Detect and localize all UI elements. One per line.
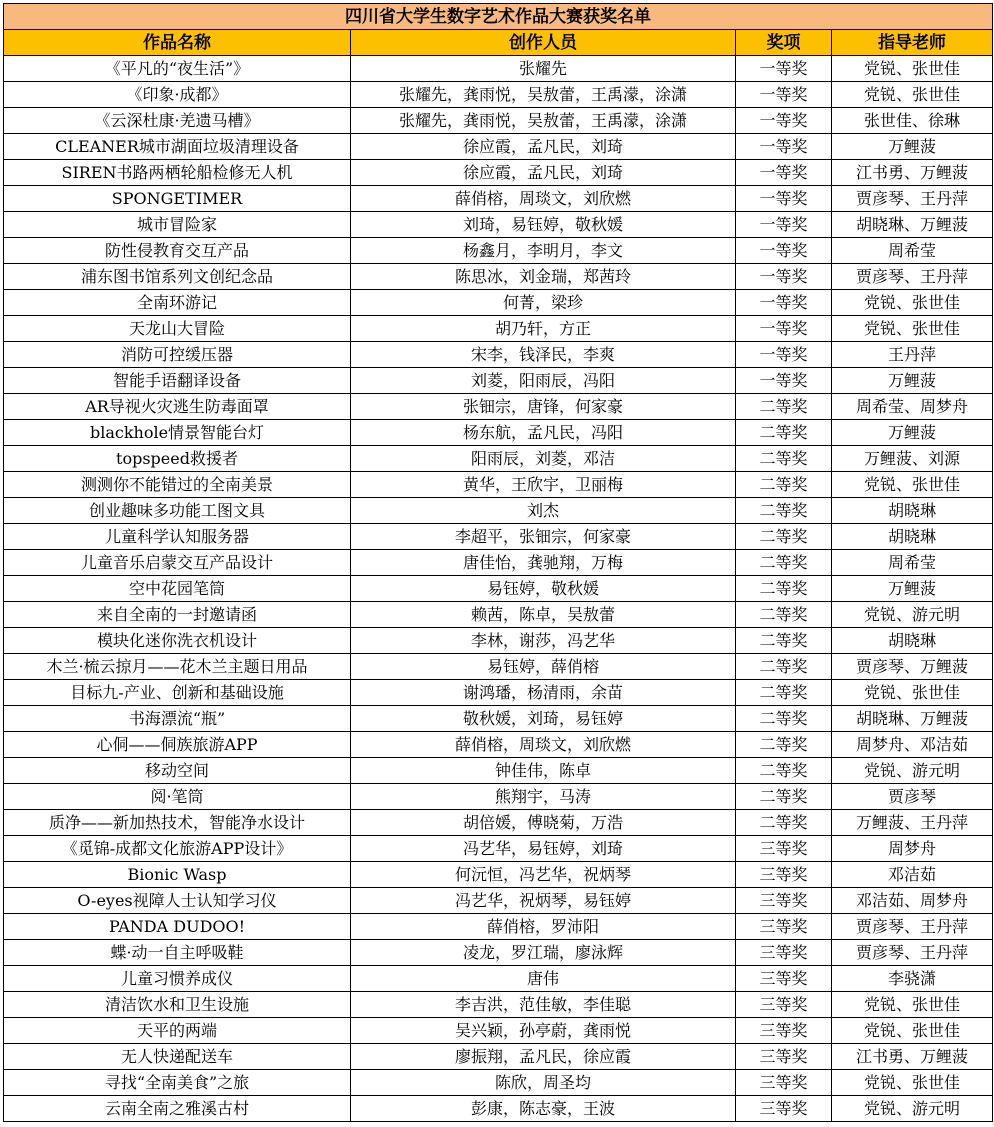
award-cell: 二等奖 (736, 446, 832, 472)
advisors-cell: 万鲤菠、王丹萍 (832, 810, 993, 836)
table-row (4, 56, 993, 82)
table-row (4, 420, 993, 446)
table-row (4, 992, 993, 1018)
table-row (4, 238, 993, 264)
work-name-cell: SPONGETIMER (4, 186, 351, 212)
work-name-cell: 阅·笔筒 (4, 784, 351, 810)
award-cell: 二等奖 (736, 524, 832, 550)
advisors-cell: 党锐、张世佳 (832, 316, 993, 342)
award-cell: 一等奖 (736, 108, 832, 134)
creators-cell: 刘菱，阳雨辰，冯阳 (351, 368, 736, 394)
table-row (4, 160, 993, 186)
advisors-cell: 党锐、张世佳 (832, 992, 993, 1018)
award-cell: 二等奖 (736, 576, 832, 602)
table-row (4, 498, 993, 524)
work-name-cell: 蝶·动一自主呼吸鞋 (4, 940, 351, 966)
award-cell: 三等奖 (736, 1096, 832, 1122)
advisors-cell: 党锐、游元明 (832, 758, 993, 784)
award-cell: 三等奖 (736, 1044, 832, 1070)
award-cell: 三等奖 (736, 966, 832, 992)
award-cell: 一等奖 (736, 160, 832, 186)
table-row (4, 1096, 993, 1122)
table-row (4, 602, 993, 628)
table-row (4, 264, 993, 290)
advisors-cell: 贾彦琴、王丹萍 (832, 940, 993, 966)
advisors-cell: 江书勇、万鲤菠 (832, 160, 993, 186)
table-row (4, 290, 993, 316)
award-cell: 三等奖 (736, 836, 832, 862)
creators-cell: 吴兴颖，孙亭蔚，龚雨悦 (351, 1018, 736, 1044)
table-row (4, 342, 993, 368)
advisors-cell: 胡晓琳、万鲤菠 (832, 212, 993, 238)
award-cell: 三等奖 (736, 992, 832, 1018)
creators-cell: 徐应霞，孟凡民，刘琦 (351, 160, 736, 186)
advisors-cell: 贾彦琴 (832, 784, 993, 810)
advisors-cell: 党锐、张世佳 (832, 82, 993, 108)
creators-cell: 陈欣，周圣均 (351, 1070, 736, 1096)
advisors-cell: 党锐、游元明 (832, 602, 993, 628)
creators-cell: 宋李，钱泽民，李爽 (351, 342, 736, 368)
award-cell: 三等奖 (736, 1018, 832, 1044)
creators-cell: 何沅恒，冯艺华，祝炳琴 (351, 862, 736, 888)
table-row (4, 472, 993, 498)
award-cell: 二等奖 (736, 810, 832, 836)
award-cell: 二等奖 (736, 550, 832, 576)
award-cell: 一等奖 (736, 368, 832, 394)
advisors-cell: 党锐、张世佳 (832, 472, 993, 498)
advisors-cell: 周希莹、周梦舟 (832, 394, 993, 420)
work-name-cell: 儿童习惯养成仪 (4, 966, 351, 992)
work-name-cell: 清洁饮水和卫生设施 (4, 992, 351, 1018)
creators-cell: 李林，谢莎，冯艺华 (351, 628, 736, 654)
advisors-cell: 万鲤菠 (832, 420, 993, 446)
advisors-cell: 党锐、游元明 (832, 1096, 993, 1122)
work-name-cell: 全南环游记 (4, 290, 351, 316)
award-cell: 二等奖 (736, 680, 832, 706)
award-cell: 三等奖 (736, 914, 832, 940)
creators-cell: 张钿宗，唐锋，何家豪 (351, 394, 736, 420)
creators-cell: 张耀先，龚雨悦，吴敖蕾，王禹濛，涂潇 (351, 82, 736, 108)
advisors-cell: 周希莹 (832, 238, 993, 264)
creators-cell: 赖茜，陈卓，吴敖蕾 (351, 602, 736, 628)
award-cell: 一等奖 (736, 342, 832, 368)
advisors-cell: 万鲤菠 (832, 134, 993, 160)
award-cell: 二等奖 (736, 732, 832, 758)
award-cell: 二等奖 (736, 784, 832, 810)
award-cell: 二等奖 (736, 654, 832, 680)
award-cell: 一等奖 (736, 82, 832, 108)
table-row (4, 862, 993, 888)
creators-cell: 薛俏榕，周琰文，刘欣燃 (351, 732, 736, 758)
work-name-cell: 目标九-产业、创新和基础设施 (4, 680, 351, 706)
award-cell: 一等奖 (736, 238, 832, 264)
work-name-cell: blackhole情景智能台灯 (4, 420, 351, 446)
creators-cell: 熊翔宇，马涛 (351, 784, 736, 810)
award-cell: 一等奖 (736, 212, 832, 238)
work-name-cell: 测测你不能错过的全南美景 (4, 472, 351, 498)
work-name-cell: 移动空间 (4, 758, 351, 784)
advisors-cell: 胡晓琳 (832, 498, 993, 524)
work-name-cell: 木兰·梳云掠月——花木兰主题日用品 (4, 654, 351, 680)
work-name-cell: 智能手语翻译设备 (4, 368, 351, 394)
award-cell: 一等奖 (736, 316, 832, 342)
advisors-cell: 王丹萍 (832, 342, 993, 368)
creators-cell: 唐佳怡，龚驰翔，万梅 (351, 550, 736, 576)
advisors-cell: 胡晓琳 (832, 628, 993, 654)
table-row (4, 316, 993, 342)
work-name-cell: 心侗——侗族旅游APP (4, 732, 351, 758)
table-row (4, 706, 993, 732)
table-row (4, 1018, 993, 1044)
creators-cell: 冯艺华，祝炳琴，易钰婷 (351, 888, 736, 914)
table-row (4, 212, 993, 238)
work-name-cell: SIREN书路两栖轮船检修无人机 (4, 160, 351, 186)
work-name-cell: 模块化迷你洗衣机设计 (4, 628, 351, 654)
table-row (4, 134, 993, 160)
creators-cell: 廖振翔，孟凡民，徐应霞 (351, 1044, 736, 1070)
advisors-cell: 李骁潇 (832, 966, 993, 992)
award-cell: 一等奖 (736, 290, 832, 316)
creators-cell: 唐伟 (351, 966, 736, 992)
header-work-name: 作品名称 (4, 30, 351, 56)
work-name-cell: 《云深杜康·羌遗马槽》 (4, 108, 351, 134)
work-name-cell: O-eyes视障人士认知学习仪 (4, 888, 351, 914)
award-cell: 二等奖 (736, 394, 832, 420)
table-row (4, 732, 993, 758)
creators-cell: 杨东航，孟凡民，冯阳 (351, 420, 736, 446)
work-name-cell: 无人快递配送车 (4, 1044, 351, 1070)
creators-cell: 薛俏榕，周琰文，刘欣燃 (351, 186, 736, 212)
work-name-cell: 浦东图书馆系列文创纪念品 (4, 264, 351, 290)
table-row (4, 576, 993, 602)
award-cell: 二等奖 (736, 602, 832, 628)
table-row (4, 368, 993, 394)
creators-cell: 何菁，梁珍 (351, 290, 736, 316)
award-list-table (3, 3, 993, 1122)
advisors-cell: 贾彦琴、万鲤菠 (832, 654, 993, 680)
creators-cell: 刘琦，易钰婷，敬秋媛 (351, 212, 736, 238)
work-name-cell: topspeed救援者 (4, 446, 351, 472)
award-cell: 三等奖 (736, 862, 832, 888)
advisors-cell: 胡晓琳、万鲤菠 (832, 706, 993, 732)
creators-cell: 黄华，王欣宇，卫丽梅 (351, 472, 736, 498)
table-row (4, 446, 993, 472)
table-row (4, 888, 993, 914)
table-body (4, 56, 993, 1122)
advisors-cell: 万鲤菠 (832, 576, 993, 602)
creators-cell: 杨鑫月，李明月，李文 (351, 238, 736, 264)
table-row (4, 758, 993, 784)
work-name-cell: 天龙山大冒险 (4, 316, 351, 342)
header-award: 奖项 (736, 30, 832, 56)
award-cell: 三等奖 (736, 1070, 832, 1096)
work-name-cell: AR导视火灾逃生防毒面罩 (4, 394, 351, 420)
work-name-cell: 创业趣味多功能工图文具 (4, 498, 351, 524)
table-row (4, 108, 993, 134)
table-row (4, 186, 993, 212)
award-cell: 一等奖 (736, 186, 832, 212)
work-name-cell: 天平的两端 (4, 1018, 351, 1044)
advisors-cell: 万鲤菠、刘源 (832, 446, 993, 472)
advisors-cell: 江书勇、万鲤菠 (832, 1044, 993, 1070)
table-row (4, 524, 993, 550)
award-cell: 一等奖 (736, 56, 832, 82)
work-name-cell: 书海漂流“瓶” (4, 706, 351, 732)
award-cell: 二等奖 (736, 758, 832, 784)
creators-cell: 刘杰 (351, 498, 736, 524)
table-row (4, 966, 993, 992)
work-name-cell: 空中花园笔筒 (4, 576, 351, 602)
creators-cell: 张耀先 (351, 56, 736, 82)
award-cell: 三等奖 (736, 888, 832, 914)
creators-cell: 钟佳伟，陈卓 (351, 758, 736, 784)
work-name-cell: Bionic Wasp (4, 862, 351, 888)
title-row (4, 4, 993, 30)
table-row (4, 836, 993, 862)
work-name-cell: 城市冒险家 (4, 212, 351, 238)
creators-cell: 彭康，陈志豪，王波 (351, 1096, 736, 1122)
work-name-cell: 质净——新加热技术，智能净水设计 (4, 810, 351, 836)
advisors-cell: 周希莹 (832, 550, 993, 576)
advisors-cell: 党锐、张世佳 (832, 1018, 993, 1044)
award-cell: 二等奖 (736, 628, 832, 654)
table-row (4, 784, 993, 810)
creators-cell: 徐应霞，孟凡民，刘琦 (351, 134, 736, 160)
creators-cell: 陈思冰，刘金瑞，郑茜玲 (351, 264, 736, 290)
creators-cell: 胡倍媛，傅晓菊，万浩 (351, 810, 736, 836)
advisors-cell: 万鲤菠 (832, 368, 993, 394)
creators-cell: 敬秋媛，刘琦，易钰婷 (351, 706, 736, 732)
work-name-cell: 儿童音乐启蒙交互产品设计 (4, 550, 351, 576)
creators-cell: 李吉洪，范佳敏，李佳聪 (351, 992, 736, 1018)
work-name-cell: 消防可控缓压器 (4, 342, 351, 368)
advisors-cell: 张世佳、徐琳 (832, 108, 993, 134)
table-row (4, 1070, 993, 1096)
advisors-cell: 党锐、张世佳 (832, 290, 993, 316)
table-row (4, 914, 993, 940)
advisors-cell: 党锐、张世佳 (832, 1070, 993, 1096)
advisors-cell: 胡晓琳 (832, 524, 993, 550)
award-cell: 一等奖 (736, 134, 832, 160)
work-name-cell: 《印象·成都》 (4, 82, 351, 108)
advisors-cell: 贾彦琴、王丹萍 (832, 914, 993, 940)
creators-cell: 张耀先，龚雨悦，吴敖蕾，王禹濛，涂潇 (351, 108, 736, 134)
creators-cell: 李超平，张钿宗，何家豪 (351, 524, 736, 550)
table-row (4, 82, 993, 108)
award-cell: 二等奖 (736, 498, 832, 524)
table-row (4, 810, 993, 836)
advisors-cell: 周梦舟、邓洁茹 (832, 732, 993, 758)
header-advisors: 指导老师 (832, 30, 993, 56)
advisors-cell: 周梦舟 (832, 836, 993, 862)
creators-cell: 冯艺华，易钰婷，刘琦 (351, 836, 736, 862)
creators-cell: 阳雨辰，刘菱，邓洁 (351, 446, 736, 472)
table-row (4, 394, 993, 420)
work-name-cell: CLEANER城市湖面垃圾清理设备 (4, 134, 351, 160)
table-row (4, 1044, 993, 1070)
creators-cell: 薛俏榕，罗沛阳 (351, 914, 736, 940)
creators-cell: 胡乃轩，方正 (351, 316, 736, 342)
work-name-cell: 来自全南的一封邀请函 (4, 602, 351, 628)
award-cell: 二等奖 (736, 472, 832, 498)
table-row (4, 654, 993, 680)
award-cell: 二等奖 (736, 420, 832, 446)
table-row (4, 940, 993, 966)
header-row (4, 30, 993, 56)
work-name-cell: 云南全南之雅溪古村 (4, 1096, 351, 1122)
award-cell: 一等奖 (736, 264, 832, 290)
work-name-cell: 儿童科学认知服务器 (4, 524, 351, 550)
advisors-cell: 邓洁茹 (832, 862, 993, 888)
work-name-cell: 《觅锦-成都文化旅游APP设计》 (4, 836, 351, 862)
table-row (4, 550, 993, 576)
table-row (4, 680, 993, 706)
advisors-cell: 贾彦琴、王丹萍 (832, 264, 993, 290)
award-cell: 二等奖 (736, 706, 832, 732)
creators-cell: 谢鸿璠，杨清雨，余苗 (351, 680, 736, 706)
advisors-cell: 贾彦琴、王丹萍 (832, 186, 993, 212)
advisors-cell: 党锐、张世佳 (832, 56, 993, 82)
work-name-cell: 防性侵教育交互产品 (4, 238, 351, 264)
award-cell: 三等奖 (736, 940, 832, 966)
sheet-title: 四川省大学生数字艺术作品大赛获奖名单 (4, 4, 993, 30)
work-name-cell: 《平凡的“夜生活”》 (4, 56, 351, 82)
work-name-cell: PANDA DUDOO! (4, 914, 351, 940)
table-row (4, 628, 993, 654)
header-creators: 创作人员 (351, 30, 736, 56)
advisors-cell: 邓洁茹、周梦舟 (832, 888, 993, 914)
work-name-cell: 寻找“全南美食”之旅 (4, 1070, 351, 1096)
creators-cell: 凌龙，罗江瑞，廖泳辉 (351, 940, 736, 966)
creators-cell: 易钰婷，敬秋媛 (351, 576, 736, 602)
creators-cell: 易钰婷，薛俏榕 (351, 654, 736, 680)
advisors-cell: 党锐、张世佳 (832, 680, 993, 706)
